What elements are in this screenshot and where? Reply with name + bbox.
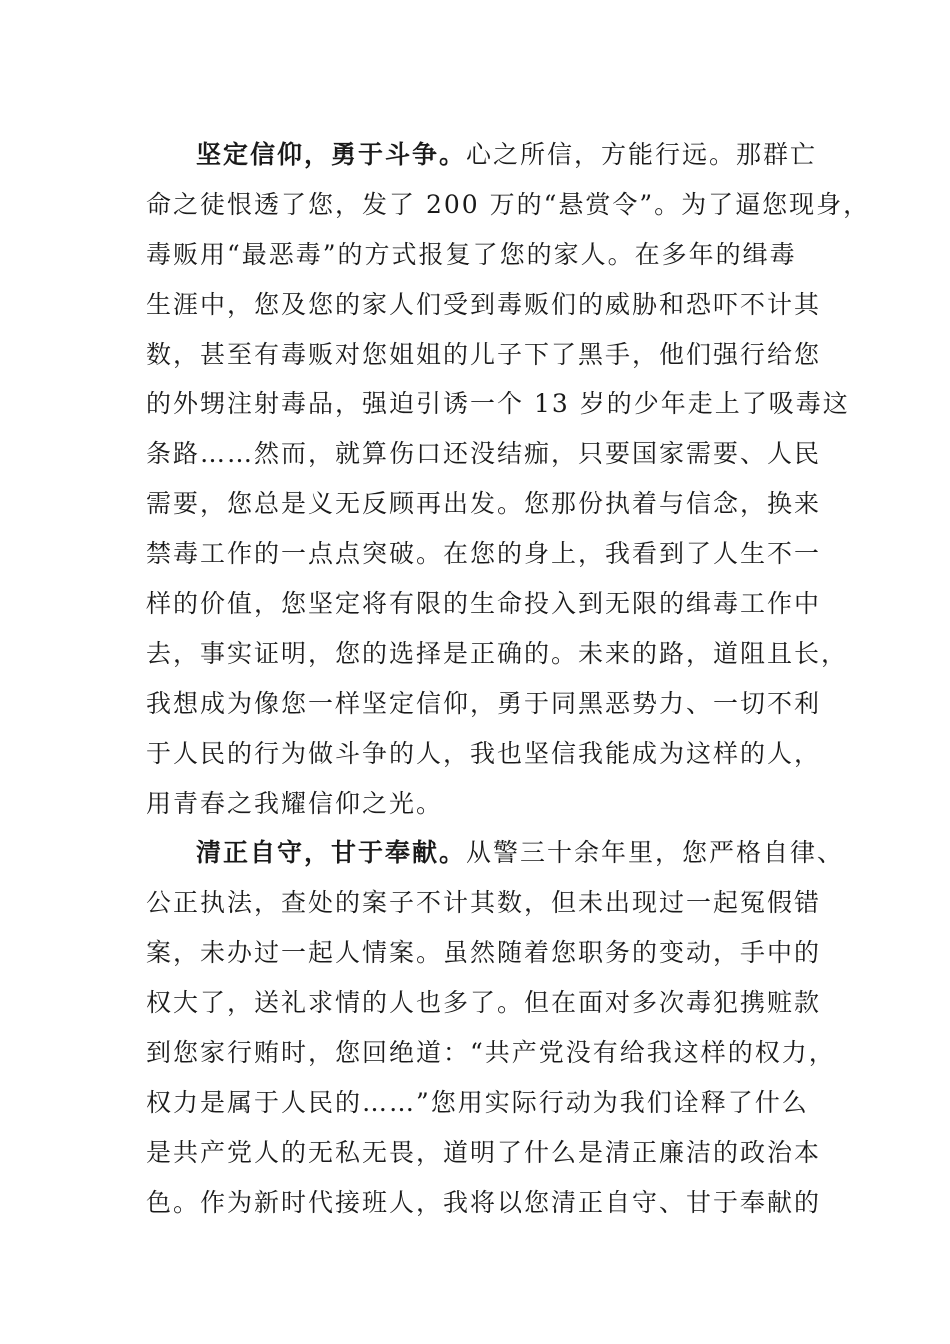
text-line: 到您家行贿时，您回绝道：“共产党没有给我这样的权力， xyxy=(146,1038,836,1068)
paragraph-2-line-1 xyxy=(146,828,845,878)
paragraph-1-heading: 坚定信仰，勇于斗争。 xyxy=(196,140,467,169)
text-line: 公正执法，查处的案子不计其数，但未出现过一起冤假错 xyxy=(146,888,822,918)
text-line: 毒贩用“最恶毒”的方式报复了您的家人。在多年的缉毒 xyxy=(146,239,797,269)
text-line: 的外甥注射毒品，强迫引诱一个 13 岁的少年走上了吸毒这 xyxy=(146,389,850,419)
text-line: 样的价值，您坚定将有限的生命投入到无限的缉毒工作中 xyxy=(146,589,822,619)
text-line: 条路……然而，就算伤口还没结痂，只要国家需要、人民 xyxy=(146,439,822,469)
paragraph-1-text: 心之所信，方能行远。那群亡 xyxy=(466,140,818,169)
text-line: 需要，您总是义无反顾再出发。您那份执着与信念，换来 xyxy=(146,489,822,519)
text-line: 权大了，送礼求情的人也多了。但在面对多次毒犯携赃款 xyxy=(146,988,822,1018)
text-line: 权力是属于人民的……”您用实际行动为我们诠释了什么 xyxy=(146,1087,809,1117)
paragraph-1-line-1 xyxy=(146,130,826,180)
text-line: 是共产党人的无私无畏，道明了什么是清正廉洁的政治本 xyxy=(146,1137,822,1167)
text-line: 色。作为新时代接班人，我将以您清正自守、甘于奉献的 xyxy=(146,1187,822,1217)
text-line: 生涯中，您及您的家人们受到毒贩们的威胁和恐吓不计其 xyxy=(146,289,822,319)
text-line: 我想成为像您一样坚定信仰，勇于同黑恶势力、一切不利 xyxy=(146,688,822,718)
paragraph-2-text: 从警三十余年里，您严格自律、 xyxy=(466,838,845,868)
text-line: 数，甚至有毒贩对您姐姐的儿子下了黑手，他们强行给您 xyxy=(146,339,822,369)
document-body xyxy=(146,130,871,1228)
text-line: 于人民的行为做斗争的人，我也坚信我能成为这样的人， xyxy=(146,738,822,768)
text-line: 命之徒恨透了您，发了 200 万的“悬赏令”。为了逼您现身， xyxy=(146,189,871,219)
text-line: 用青春之我耀信仰之光。 xyxy=(146,788,444,818)
paragraph-2-heading: 清正自守，甘于奉献。 xyxy=(196,838,467,868)
text-line: 禁毒工作的一点点突破。在您的身上，我看到了人生不一 xyxy=(146,539,822,569)
text-line: 去，事实证明，您的选择是正确的。未来的路，道阻且长， xyxy=(146,638,849,668)
text-line: 案，未办过一起人情案。虽然随着您职务的变动，手中的 xyxy=(146,938,822,968)
